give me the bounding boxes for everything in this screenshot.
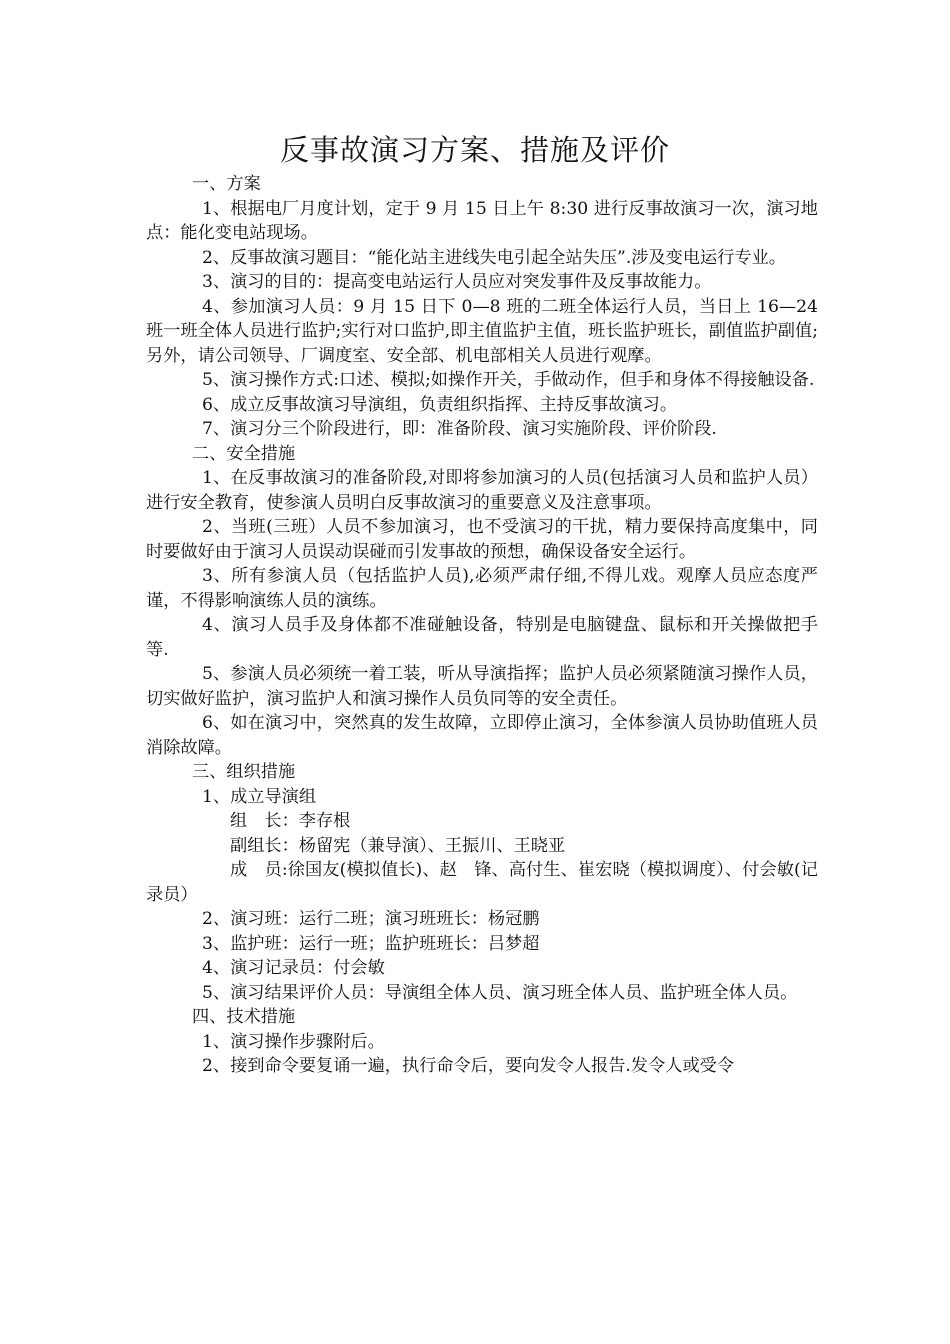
paragraph: 3、演习的目的：提高变电站运行人员应对突发事件及反事故能力。 <box>202 272 712 292</box>
paragraph: 1、根据电厂月度计划，定于 9 月 15 日上午 8:30 进行反事故演习一次，演习地点：能化变电站现场。 <box>146 198 818 243</box>
paragraph: 2、当班(三班）人员不参加演习，也不受演习的干扰，精力要保持高度集中，同时要做好由于演习人员误动误碰而引发事故的预想，确保设备安全运行。 <box>146 517 818 562</box>
paragraph: 5、演习操作方式:口述、模拟;如操作开关，手做动作，但手和身体不得接触设备. <box>202 370 815 390</box>
paragraph: 2、反事故演习题目：“能化站主进线失电引起全站失压”.涉及变电运行专业。 <box>202 247 786 268</box>
section-heading: 三、组织措施 <box>192 762 296 782</box>
member-line: 组 长：李存根 <box>230 811 351 831</box>
section-heading: 四、技术措施 <box>192 1007 296 1027</box>
paragraph: 7、演习分三个阶段进行，即：准备阶段、演习实施阶段、评价阶段. <box>202 419 717 439</box>
paragraph: 1、成立导演组 <box>202 786 317 807</box>
paragraph: 4、演习人员手及身体都不准碰触设备，特别是电脑键盘、鼠标和开关操做把手等. <box>146 615 818 660</box>
section-heading: 二、安全措施 <box>192 443 296 464</box>
paragraph: 6、成立反事故演习导演组，负责组织指挥、主持反事故演习。 <box>202 394 678 415</box>
paragraph: 5、参演人员必须统一着工装，听从导演指挥；监护人员必须紧随演习操作人员，切实做好监护，演习监护人和演习操作人员负同等的安全责任。 <box>146 664 818 709</box>
paragraph: 4、参加演习人员：9 月 15 日下 0—8 班的二班全体运行人员，当日上 16—24 班一班全体人员进行监护;实行对口监护,即主值监护主值，班长监护班长，副值监护副值;另外，请公司领导、厂调度室、安全部、机电部相关人员进行观摩。 <box>146 296 818 366</box>
member-line: 成 员:徐国友(模拟值长)、赵 锋、高付生、崔宏晓（模拟调度）、付会敏(记录员） <box>146 860 818 905</box>
member-line: 副组长：杨留宪（兼导演）、王振川、王晓亚 <box>230 835 566 856</box>
paragraph: 1、在反事故演习的准备阶段,对即将参加演习的人员(包括演习人员和监护人员）进行安全教育，使参演人员明白反事故演习的重要意义及注意事项。 <box>146 468 818 513</box>
section-heading: 一、方案 <box>192 174 261 194</box>
paragraph: 6、如在演习中，突然真的发生故障，立即停止演习，全体参演人员协助值班人员消除故障。 <box>146 713 818 758</box>
paragraph: 2、接到命令要复诵一遍，执行命令后，要向发令人报告.发令人或受令 <box>202 1056 735 1076</box>
paragraph: 3、监护班：运行一班；监护班班长：吕梦超 <box>202 933 540 954</box>
paragraph: 2、演习班：运行二班；演习班班长：杨冠鹏 <box>202 909 540 929</box>
document-body <box>146 172 818 1079</box>
document-title: 反事故演习方案、措施及评价 <box>279 133 670 167</box>
paragraph: 4、演习记录员：付会敏 <box>202 958 385 978</box>
paragraph: 3、所有参演人员（包括监护人员),必须严肃仔细,不得儿戏。观摩人员应态度严谨，不得影响演练人员的演练。 <box>146 566 818 611</box>
paragraph: 5、演习结果评价人员：导演组全体人员、演习班全体人员、监护班全体人员。 <box>202 982 798 1003</box>
paragraph: 1、演习操作步骤附后。 <box>202 1031 385 1052</box>
